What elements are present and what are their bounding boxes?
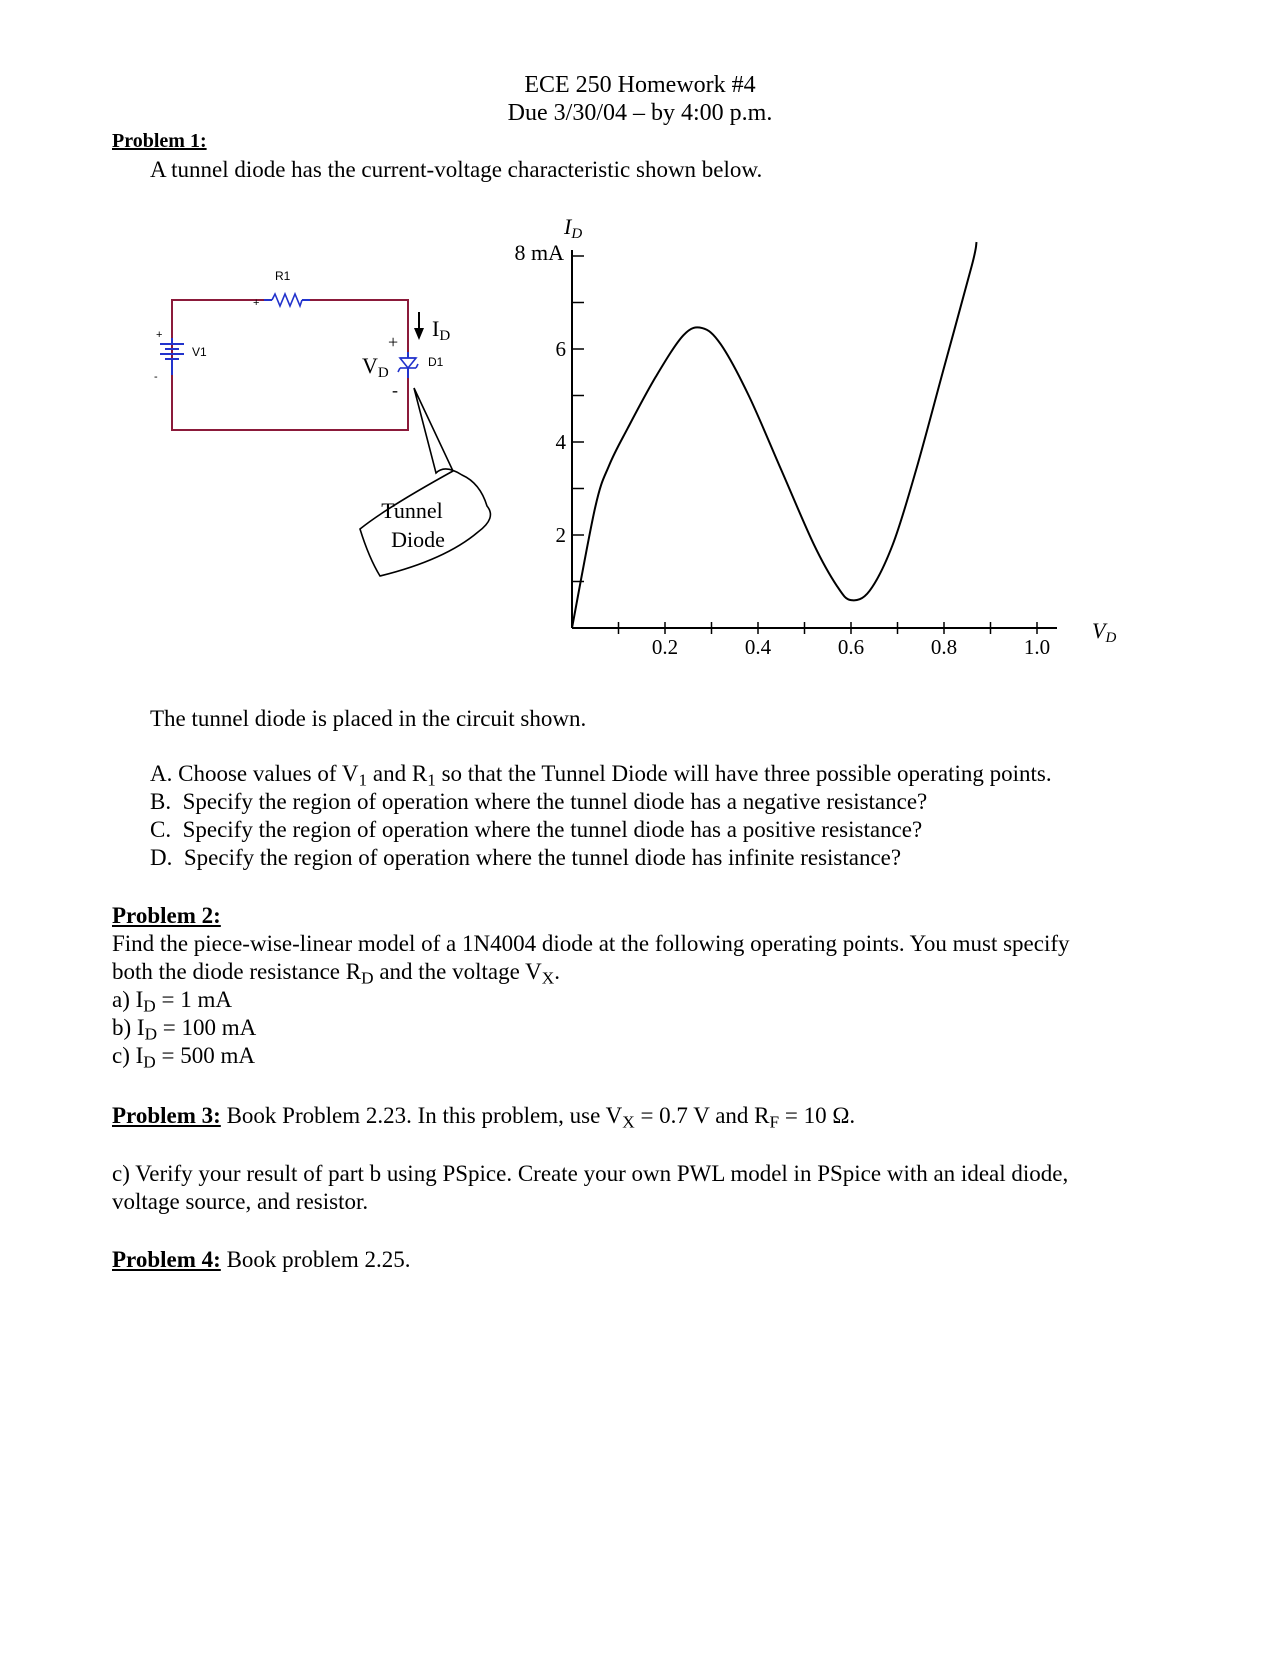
problem4-label: Problem 4: [112, 1247, 221, 1272]
v1-label: V1 [192, 345, 207, 359]
resistor-r1 [272, 294, 302, 306]
problem3-label: Problem 3: [112, 1103, 221, 1128]
question-a: A. Choose values of $V_1$ and $R_1$ so that the Tunnel Diode will have three possible operating points. [150, 761, 1052, 790]
problem2-item-b: b) $I_D = 100$ mA [112, 1015, 257, 1044]
due-date: Due 3/30/04 – by 4:00 p.m. [507, 100, 773, 126]
problem3-part-c-line2: voltage source, and resistor. [112, 1189, 369, 1214]
y-axis-label: ID [564, 214, 583, 242]
diode-d1 [400, 358, 416, 368]
x-tick-label: 0.4 [744, 635, 772, 659]
problem1-label: Problem 1: [112, 130, 207, 152]
x-axis-label: VD [1092, 618, 1117, 646]
y-tick-label: 2 [555, 523, 566, 547]
y-unit-label: 8 mA [514, 240, 564, 265]
iv-curve-line [572, 242, 977, 628]
callout-line2: Diode [391, 527, 445, 552]
iv-characteristic-chart [480, 210, 1120, 660]
problem2-line1: Find the piece-wise-linear model of a 1N4004 diode at the following operating points. You must specify [112, 931, 1070, 956]
r1-label: R1 [275, 269, 291, 283]
question-b: B. Specify the region of operation where the tunnel diode has a negative resistance? [150, 789, 928, 814]
problem2-item-c: c) $I_D = 500$ mA [112, 1043, 255, 1072]
problem2-item-a: a) $I_D = 1$ mA [112, 987, 232, 1016]
y-tick-label: 4 [555, 430, 566, 454]
problem2-line2: both the diode resistance $R_D$ and the voltage $V_X$. [112, 959, 560, 988]
problem3-part-c-line1: c) Verify your result of part b using PSpice. Create your own PWL model in PSpice with an ideal diode, [112, 1161, 1069, 1186]
v1-minus: - [154, 371, 158, 383]
x-tick-label: 0.8 [930, 635, 958, 659]
vd-plus: + [388, 332, 399, 352]
d1-label: D1 [428, 355, 444, 369]
y-tick-label: 6 [555, 337, 566, 361]
question-c: C. Specify the region of operation where the tunnel diode has a positive resistance? [150, 817, 923, 842]
callout-line1: Tunnel [381, 498, 443, 523]
document-title: ECE 250 Homework #4 [524, 72, 756, 98]
x-tick-label: 0.2 [651, 635, 679, 659]
x-tick-label: 0.6 [837, 635, 865, 659]
question-d: D. Specify the region of operation where the tunnel diode has infinite resistance? [150, 845, 902, 870]
problem1-intro: A tunnel diode has the current-voltage characteristic shown below. [150, 157, 763, 182]
vd-minus: - [392, 380, 398, 400]
id-label: ID [432, 316, 451, 344]
x-tick-label: 1.0 [1023, 635, 1051, 659]
problem2-label: Problem 2: [112, 903, 221, 928]
circuit-placed-text: The tunnel diode is placed in the circuit shown. [150, 706, 587, 731]
problem3-line: Problem 3: Book Problem 2.23. In this problem, use $V_X = 0.7$ V and $R_F = 10$ Ω. [112, 1103, 856, 1132]
v1-plus: + [156, 329, 163, 341]
vd-label: VD [362, 353, 389, 381]
r1-plus: + [253, 297, 260, 309]
problem4-line: Problem 4: Book problem 2.25. [112, 1247, 411, 1272]
